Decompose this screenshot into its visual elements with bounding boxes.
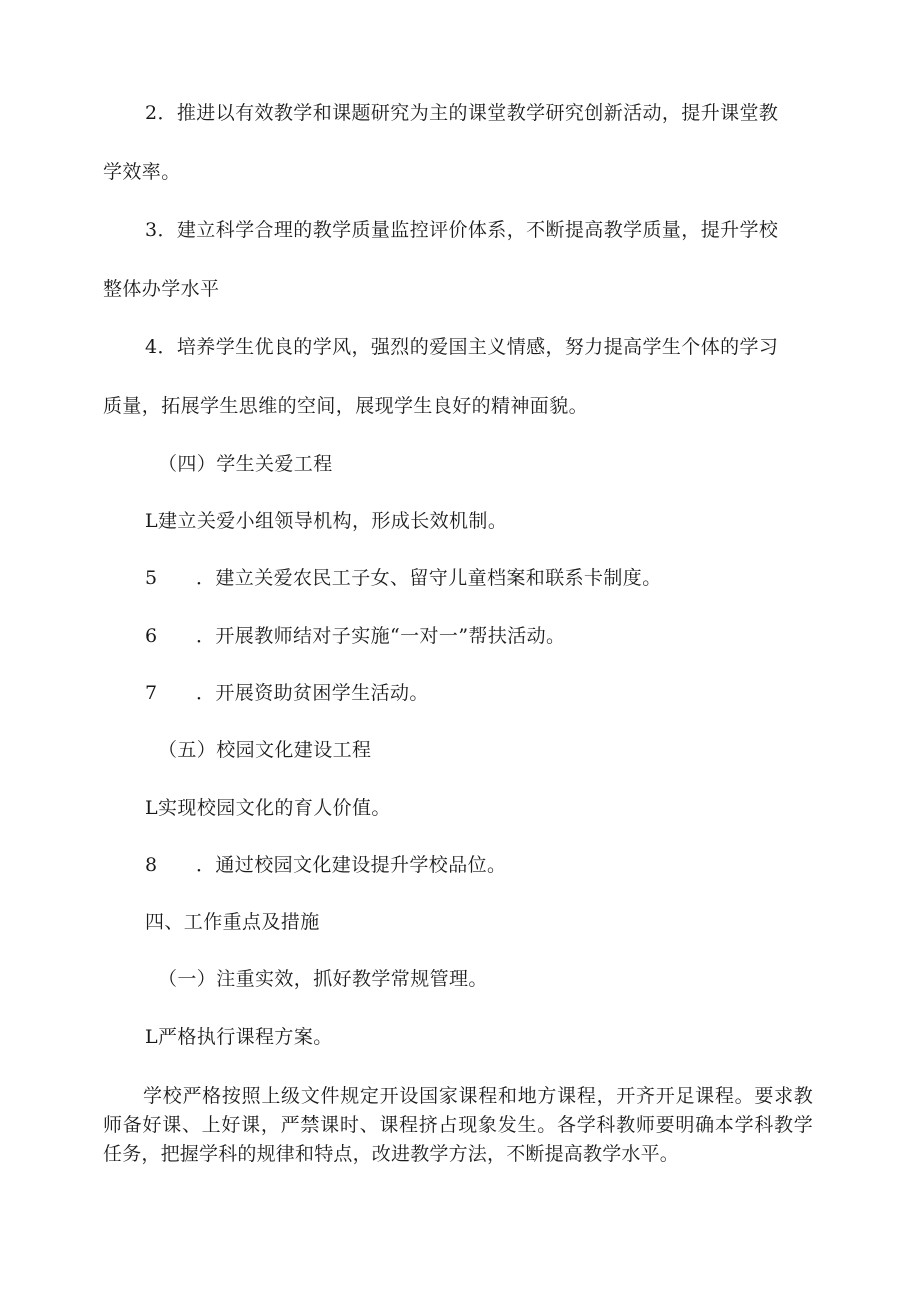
item-2-line-2: 学效率。 (103, 161, 181, 183)
item-4-line-2: 质量，拓展学生思维的空间，展现学生良好的精神面貌。 (103, 395, 589, 417)
item-4-line-1: 4．培养学生优良的学风，强烈的爱国主义情感，努力提高学生个体的学习 (145, 336, 779, 358)
item-number: 8 (145, 854, 158, 876)
care-item-5 (145, 566, 662, 590)
item-2-line-1: 2．推进以有效教学和课题研究为主的课堂教学研究创新活动，提升课堂教 (145, 102, 779, 124)
item-text: ．开展资助贫困学生活动。 (196, 682, 429, 704)
item-text: ．建立关爱农民工子女、留守儿童档案和联系卡制度。 (196, 567, 662, 589)
chapter-heading-4: 四、工作重点及措施 (145, 911, 320, 933)
item-number: 6 (145, 625, 158, 647)
culture-item-8 (145, 853, 506, 877)
section-heading-5: （五）校园文化建设工程 (158, 739, 372, 761)
item-text: ．开展教师结对子实施“一对一”帮扶活动。 (196, 625, 566, 647)
care-item-7 (145, 681, 429, 705)
body-paragraph: 学校严格按照上级文件规定开设国家课程和地方课程，开齐开足课程。要求教师备好课、上好课，严禁课时、课程挤占现象发生。各学科教师要明确本学科教学任务，把握学科的规律和特点，改进教学方法，不断提高教学水平。 (103, 1085, 813, 1165)
measure-item-1: L严格执行课程方案。 (145, 1026, 333, 1048)
care-item-6 (145, 624, 565, 648)
item-3-line-1: 3．建立科学合理的教学质量监控评价体系，不断提高教学质量，提升学校 (145, 219, 779, 241)
item-text: ．通过校园文化建设提升学校品位。 (196, 854, 507, 876)
item-number: 5 (145, 567, 158, 589)
subsection-heading-1: （一）注重实效，抓好教学常规管理。 (158, 968, 488, 990)
culture-item-1: L实现校园文化的育人价值。 (145, 797, 391, 819)
item-number: 7 (145, 682, 158, 704)
section-heading-4: （四）学生关爱工程 (158, 453, 333, 475)
item-3-line-2: 整体办学水平 (103, 278, 220, 300)
care-item-1: L建立关爱小组领导机构，形成长效机制。 (145, 510, 508, 532)
